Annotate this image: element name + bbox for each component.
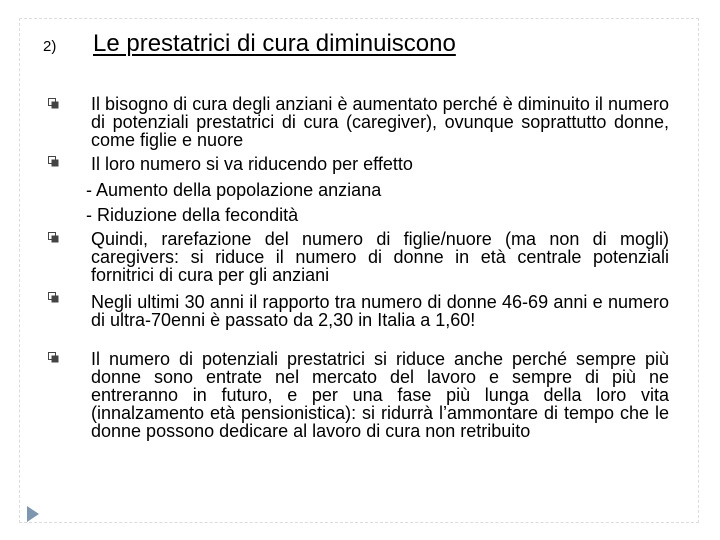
square-bullet-icon [48, 155, 61, 168]
square-bullet-icon [48, 291, 61, 304]
square-bullet-icon [48, 231, 61, 244]
bullet-text-5: Il numero di potenziali prestatrici si riduce anche perché sempre più donne sono entrate nel mercato del lavoro e sempre di più ne entreranno in futuro, e per una fase più lunga della loro vita (innalzamento età pensionistica): si ridurrà l’ammontare di tempo che le donne possono dedicare al lavoro di cura non retribuito [91, 349, 669, 441]
bullet-text-1: Il bisogno di cura degli anziani è aumentato perché è diminuito il numero di potenziali prestatrici di cura (caregiver), ovunque soprattutto donne, come figlie e nuore [91, 94, 669, 150]
sub-item-aging: - Aumento della popolazione anziana [86, 180, 382, 200]
slide-title: Le prestatrici di cura diminuiscono [93, 30, 456, 57]
square-bullet-icon [48, 351, 61, 364]
bullet-text-3: Quindi, rarefazione del numero di figlie/nuore (ma non di mogli) caregivers: si riduce il numero di donne in età centrale potenziali fornitrici di cura per gli anziani [91, 229, 669, 285]
square-bullet-icon [48, 97, 61, 110]
sub-item-fertility: - Riduzione della fecondità [86, 205, 299, 225]
bullet-text-2: Il loro numero si va riducendo per effetto [91, 154, 413, 174]
slide-number: 2) [43, 38, 57, 55]
triangle-right-icon[interactable] [26, 505, 40, 523]
bullet-text-4: Negli ultimi 30 anni il rapporto tra numero di donne 46-69 anni e numero di ultra-70enni è passato da 2,30 in Italia a 1,60! [91, 292, 669, 330]
